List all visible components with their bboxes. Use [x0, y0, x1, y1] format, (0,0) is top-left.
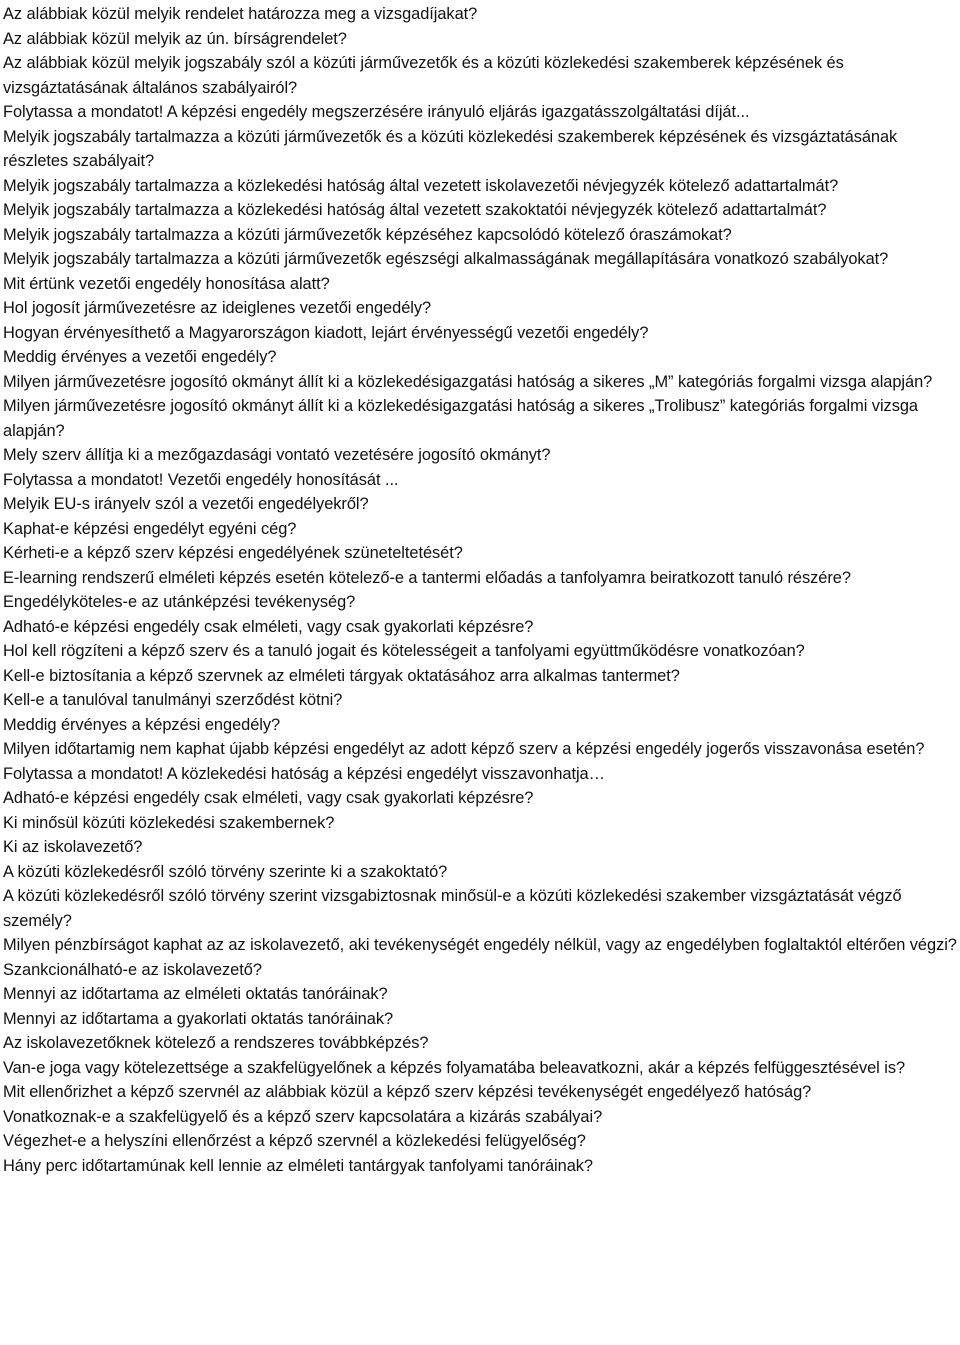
- question-line: Hol jogosít járművezetésre az ideiglenes vezetői engedély?: [3, 299, 432, 317]
- question-line: Adható-e képzési engedély csak elméleti, vagy csak gyakorlati képzésre?: [3, 789, 534, 807]
- question-line: Folytassa a mondatot! A képzési engedély megszerzésére irányuló eljárás igazgatásszolgáltatási díját...: [3, 103, 750, 121]
- question-line: Engedélyköteles-e az utánképzési tevékenység?: [3, 593, 356, 611]
- question-line: Van-e joga vagy kötelezettsége a szakfelügyelőnek a képzés folyamatába beleavatkozni, akár a képzés felfüggesztésével is?: [3, 1058, 906, 1077]
- question-line: Meddig érvényes a vezetői engedély?: [3, 348, 277, 366]
- question-line: Melyik jogszabály tartalmazza a közlekedési hatóság által vezetett iskolavezetői névjegyzék kötelező adattartalmát?: [3, 176, 839, 195]
- question-line: Kell-e biztosítania a képző szervnek az elméleti tárgyak oktatásához arra alkalmas tantermet?: [3, 666, 680, 685]
- question-line: Mit értünk vezetői engedély honosítása alatt?: [3, 274, 330, 293]
- question-line: Melyik jogszabály tartalmazza a közúti járművezetők és a közúti közlekedési szakemberek képzésének és vizsgáztatásának részletes szabályait?: [3, 127, 898, 170]
- question-line: Kérheti-e a képző szerv képzési engedélyének szüneteltetését?: [3, 544, 463, 562]
- question-line: Melyik jogszabály tartalmazza a közlekedési hatóság által vezetett szakoktatói névjegyzék kötelező adattartalmát?: [3, 201, 827, 219]
- question-line: Ki minősül közúti közlekedési szakembernek?: [3, 813, 335, 832]
- question-line: Ki az iskolavezető?: [3, 838, 143, 856]
- question-line: Szankcionálható-e az iskolavezető?: [3, 960, 262, 979]
- question-line: Meddig érvényes a képzési engedély?: [3, 715, 281, 734]
- question-line: Milyen pénzbírságot kaphat az az iskolavezető, aki tevékenységét engedély nélkül, vagy az engedélyben foglaltaktól eltérően végzi?: [3, 936, 957, 954]
- question-line: Milyen időtartamig nem kaphat újabb képzési engedélyt az adott képző szerv a képzési engedély jogerős visszavonása esetén?: [3, 740, 925, 758]
- question-line: Folytassa a mondatot! A közlekedési hatóság a képzési engedélyt visszavonhatja…: [3, 764, 605, 783]
- question-line: Az iskolavezetőknek kötelező a rendszeres továbbképzés?: [3, 1034, 429, 1052]
- question-line: A közúti közlekedésről szóló törvény szerint vizsgabiztosnak minősül-e a közúti közlekedési szakember vizsgáztatását végző személy?: [3, 887, 902, 930]
- question-line: Kell-e a tanulóval tanulmányi szerződést kötni?: [3, 691, 343, 709]
- question-line: Melyik jogszabály tartalmazza a közúti járművezetők képzéséhez kapcsolódó kötelező óraszámokat?: [3, 225, 732, 244]
- question-line: Végezhet-e a helyszíni ellenőrzést a képző szervnél a közlekedési felügyelőség?: [3, 1132, 586, 1150]
- question-line: Folytassa a mondatot! Vezetői engedély honosítását ...: [3, 470, 399, 489]
- question-line: Mit ellenőrizhet a képző szervnél az alábbiak közül a képző szerv képzési tevékenységét engedélyező hatóság?: [3, 1083, 812, 1101]
- question-line: Hogyan érvényesíthető a Magyarországon kiadott, lejárt érvényességű vezetői engedély?: [3, 323, 649, 342]
- question-line: Mely szerv állítja ki a mezőgazdasági vontató vezetésére jogosító okmányt?: [3, 446, 551, 464]
- question-line: Hol kell rögzíteni a képző szerv és a tanuló jogait és kötelességeit a tanfolyami együttműködésre vonatkozóan?: [3, 642, 805, 660]
- question-line: Kaphat-e képzési engedélyt egyéni cég?: [3, 519, 297, 538]
- question-line: Melyik jogszabály tartalmazza a közúti járművezetők egészségi alkalmasságának megállapítására vonatkozó szabályokat?: [3, 250, 889, 268]
- question-line: Az alábbiak közül melyik az ún. bírságrendelet?: [3, 29, 347, 48]
- question-line: Milyen járművezetésre jogosító okmányt állít ki a közlekedésigazgatási hatóság a sikeres „M” kategóriás forgalmi vizsga alapján?: [3, 372, 933, 391]
- question-line: Mennyi az időtartama a gyakorlati oktatás tanóráinak?: [3, 1009, 394, 1028]
- question-line: Hány perc időtartamúnak kell lennie az elméleti tantárgyak tanfolyami tanóráinak?: [3, 1156, 593, 1175]
- question-line: A közúti közlekedésről szóló törvény szerinte ki a szakoktató?: [3, 862, 448, 881]
- question-line: Az alábbiak közül melyik jogszabály szól a közúti járművezetők és a közúti közlekedési szakemberek képzésének és vizsgáztatásának általános szabályairól?: [3, 54, 844, 97]
- question-line: Az alábbiak közül melyik rendelet határozza meg a vizsgadíjakat?: [3, 5, 478, 23]
- question-line: Adható-e képzési engedély csak elméleti, vagy csak gyakorlati képzésre?: [3, 617, 534, 636]
- question-line: Mennyi az időtartama az elméleti oktatás tanóráinak?: [3, 985, 388, 1003]
- question-line: Melyik EU-s irányelv szól a vezetői engedélyekről?: [3, 495, 369, 513]
- question-line: Vonatkoznak-e a szakfelügyelő és a képző szerv kapcsolatára a kizárás szabályai?: [3, 1107, 603, 1126]
- question-line: E-learning rendszerű elméleti képzés esetén kötelező-e a tantermi előadás a tanfolyamra beiratkozott tanuló részére?: [3, 568, 851, 587]
- question-line: Milyen járművezetésre jogosító okmányt állít ki a közlekedésigazgatási hatóság a sikeres „Trolibusz” kategóriás forgalmi vizsga alapján?: [3, 397, 918, 440]
